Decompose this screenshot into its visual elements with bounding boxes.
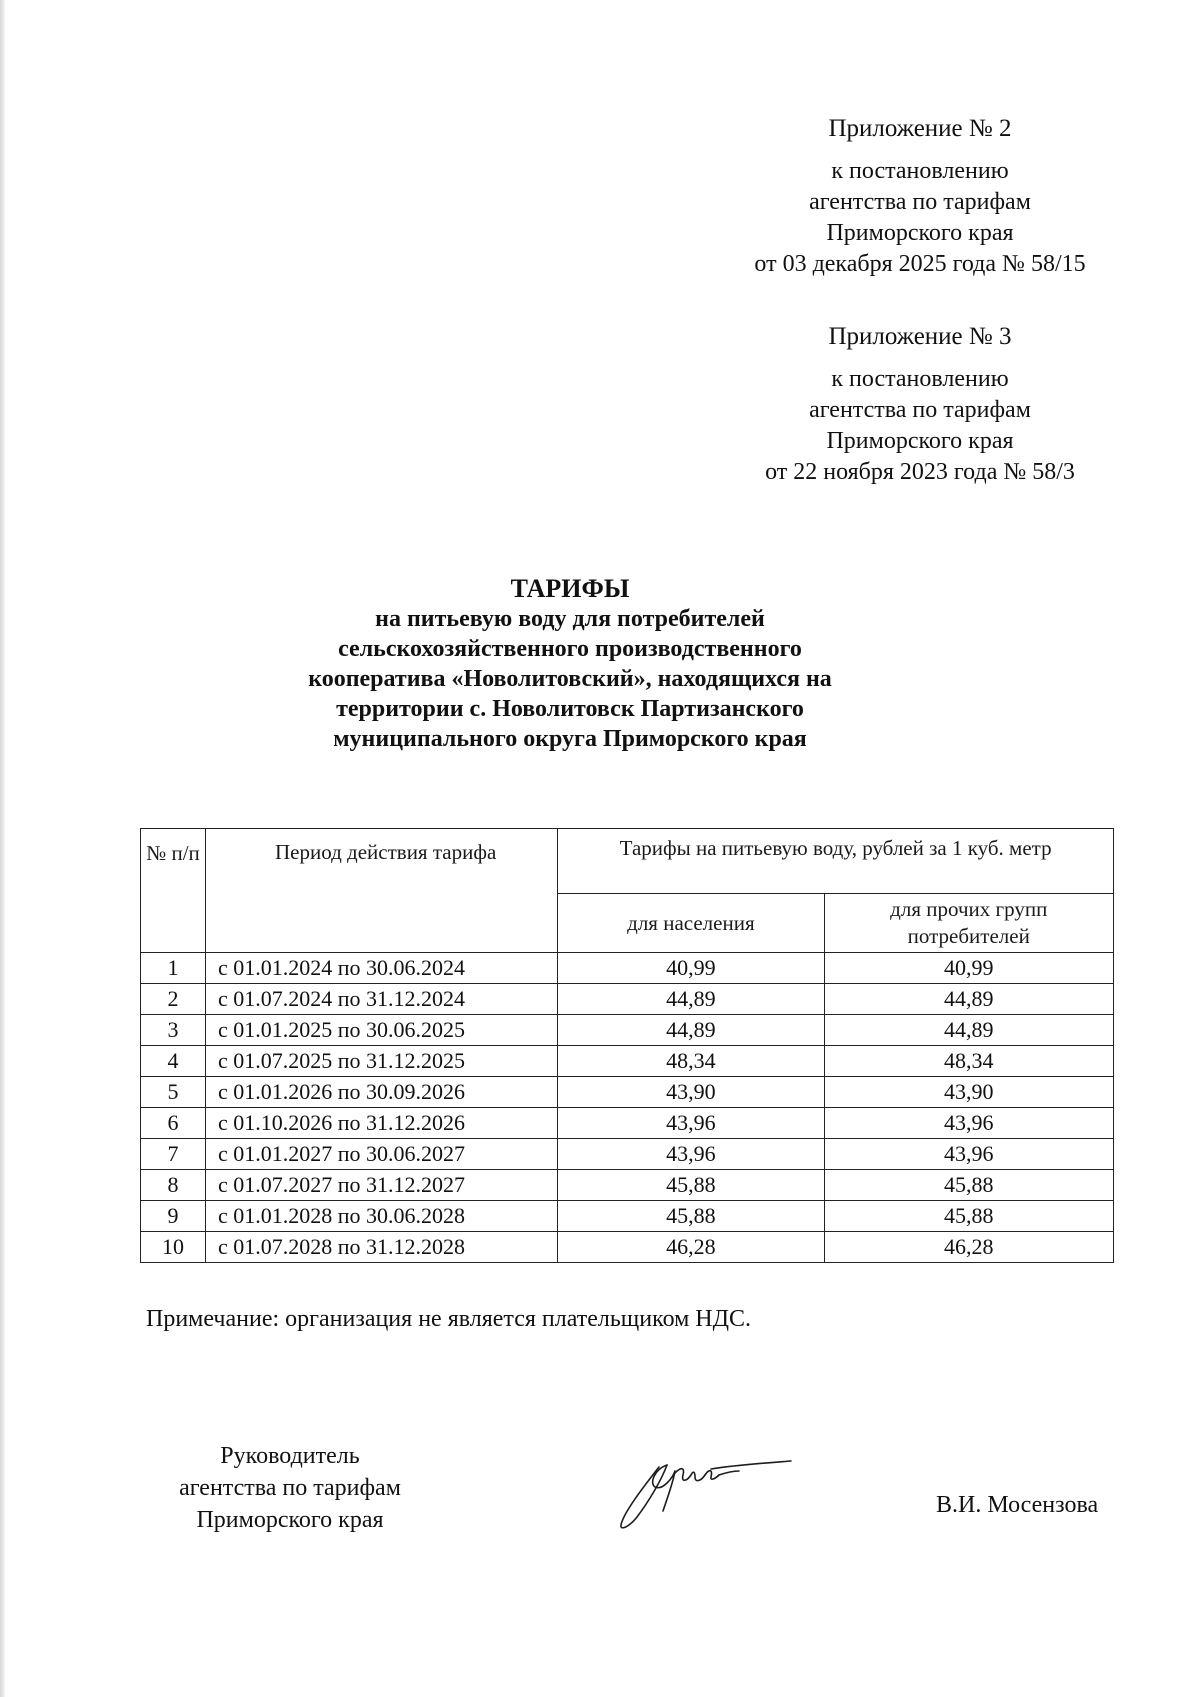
- annex-2-number: Приложение № 2: [828, 115, 1012, 142]
- row-period: с 01.01.2026 по 30.09.2026: [206, 1077, 558, 1108]
- row-other-tariff: 40,99: [824, 953, 1114, 984]
- row-num: 8: [141, 1170, 206, 1201]
- row-num: 4: [141, 1046, 206, 1077]
- row-other-tariff: 43,90: [824, 1077, 1114, 1108]
- annex-2-line: Приморского края: [826, 220, 1014, 246]
- row-population-tariff: 48,34: [558, 1046, 824, 1077]
- title-line: сельскохозяйственного производственного: [338, 636, 802, 662]
- annex-2-block: [690, 113, 1150, 280]
- title-line: муниципального округа Приморского края: [333, 726, 807, 752]
- row-other-tariff: 48,34: [824, 1046, 1114, 1077]
- row-period: с 01.01.2027 по 30.06.2027: [206, 1139, 558, 1170]
- row-population-tariff: 43,96: [558, 1139, 824, 1170]
- row-population-tariff: 45,88: [558, 1201, 824, 1232]
- table-row: [141, 953, 1114, 984]
- annex-3-number: Приложение № 3: [828, 323, 1012, 350]
- row-period: с 01.01.2024 по 30.06.2024: [206, 953, 558, 984]
- document-title: [300, 574, 840, 754]
- row-other-tariff: 44,89: [824, 984, 1114, 1015]
- row-num: 9: [141, 1201, 206, 1232]
- handwritten-signature: [615, 1425, 795, 1535]
- annex-3-line: Приморского края: [826, 428, 1014, 454]
- table-row: [141, 1139, 1114, 1170]
- row-num: 2: [141, 984, 206, 1015]
- annex-3-line: к постановлению: [831, 366, 1009, 392]
- row-num: 6: [141, 1108, 206, 1139]
- row-period: с 01.07.2025 по 31.12.2025: [206, 1046, 558, 1077]
- header-num: № п/п: [141, 829, 206, 953]
- row-other-tariff: 45,88: [824, 1170, 1114, 1201]
- row-population-tariff: 44,89: [558, 1015, 824, 1046]
- row-population-tariff: 46,28: [558, 1232, 824, 1263]
- table-row: [141, 1201, 1114, 1232]
- row-num: 1: [141, 953, 206, 984]
- signatory-position-line: агентства по тарифам: [179, 1475, 401, 1501]
- table-row: [141, 1108, 1114, 1139]
- row-other-tariff: 44,89: [824, 1015, 1114, 1046]
- row-period: с 01.01.2028 по 30.06.2028: [206, 1201, 558, 1232]
- title-line: территории с. Новолитовск Партизанского: [336, 696, 804, 722]
- header-period: Период действия тарифа: [206, 829, 558, 953]
- scan-edge: [0, 0, 5, 1697]
- table-row: [141, 1232, 1114, 1263]
- row-population-tariff: 40,99: [558, 953, 824, 984]
- annex-2-date: от 03 декабря 2025 года № 58/15: [754, 251, 1086, 277]
- row-other-tariff: 45,88: [824, 1201, 1114, 1232]
- table-row: [141, 984, 1114, 1015]
- vat-note: Примечание: организация не является плательщиком НДС.: [146, 1306, 752, 1332]
- header-population: для населения: [558, 894, 824, 953]
- title-line: кооператива «Новолитовский», находящихся на: [308, 666, 832, 692]
- row-num: 10: [141, 1232, 206, 1263]
- tariff-table: [140, 828, 1114, 1263]
- annex-3-block: [690, 321, 1150, 488]
- annex-3-date: от 22 ноября 2023 года № 58/3: [765, 459, 1075, 485]
- signatory-name: В.И. Мосензова: [936, 1492, 1099, 1518]
- row-population-tariff: 44,89: [558, 984, 824, 1015]
- table-row: [141, 1077, 1114, 1108]
- signatory-position: [140, 1440, 440, 1536]
- row-other-tariff: 46,28: [824, 1232, 1114, 1263]
- table-row: [141, 1015, 1114, 1046]
- title-line: на питьевую воду для потребителей: [375, 606, 765, 632]
- row-period: с 01.10.2026 по 31.12.2026: [206, 1108, 558, 1139]
- row-period: с 01.01.2025 по 30.06.2025: [206, 1015, 558, 1046]
- annex-3-line: агентства по тарифам: [809, 397, 1031, 423]
- row-num: 5: [141, 1077, 206, 1108]
- row-period: с 01.07.2024 по 31.12.2024: [206, 984, 558, 1015]
- header-other-groups: для прочих групп потребителей: [824, 894, 1114, 953]
- row-num: 7: [141, 1139, 206, 1170]
- table-row: [141, 1170, 1114, 1201]
- row-other-tariff: 43,96: [824, 1139, 1114, 1170]
- row-period: с 01.07.2028 по 31.12.2028: [206, 1232, 558, 1263]
- row-population-tariff: 43,96: [558, 1108, 824, 1139]
- header-tariff-group: Тарифы на питьевую воду, рублей за 1 куб. метр: [558, 829, 1114, 894]
- row-num: 3: [141, 1015, 206, 1046]
- title-main: ТАРИФЫ: [510, 574, 630, 603]
- table-row: [141, 1046, 1114, 1077]
- annex-2-line: к постановлению: [831, 158, 1009, 184]
- row-other-tariff: 43,96: [824, 1108, 1114, 1139]
- row-population-tariff: 45,88: [558, 1170, 824, 1201]
- annex-2-line: агентства по тарифам: [809, 189, 1031, 215]
- row-population-tariff: 43,90: [558, 1077, 824, 1108]
- row-period: с 01.07.2027 по 31.12.2027: [206, 1170, 558, 1201]
- signatory-position-line: Руководитель: [220, 1443, 360, 1469]
- signatory-position-line: Приморского края: [196, 1507, 384, 1533]
